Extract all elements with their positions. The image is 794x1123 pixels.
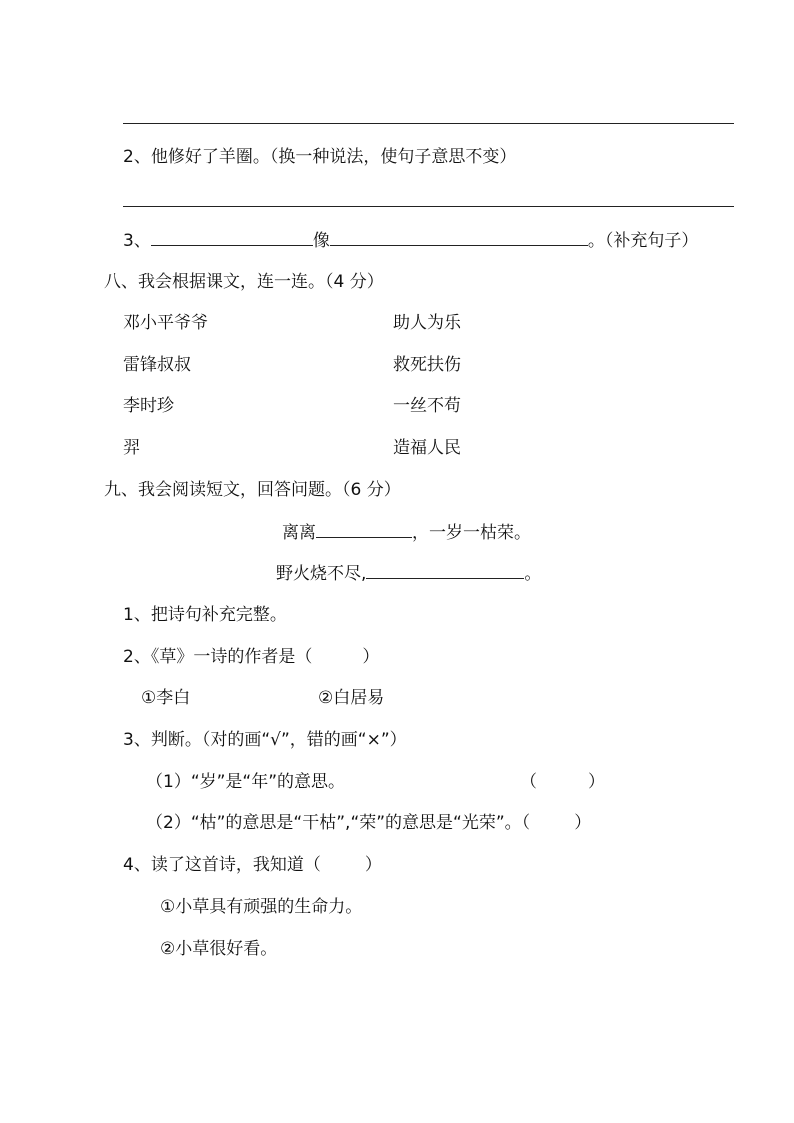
section-9-title: 九、我会阅读短文，回答问题。（6 分） [104,480,401,500]
section-8-title: 八、我会根据课文，连一连。（4 分） [104,272,384,292]
q9-item-2-option-1: ①李白 [141,688,191,708]
q9-item-3-1-paren-open: （ [520,772,537,792]
q7-item-3-mid: 像 [312,231,330,251]
q7-item-3-number: 3、 [123,231,151,251]
q9-item-4-text: 4、读了这首诗，我知道（ [123,855,321,875]
match-right-3: 一丝不苟 [393,396,461,416]
answer-slot-q9-3-1[interactable] [538,771,588,793]
q9-item-3-1-paren-close: ） [588,772,605,792]
match-left-2: 雷锋叔叔 [123,355,191,375]
fill-blank-1[interactable] [151,229,313,246]
q9-item-4-option-2: ②小草很好看。 [160,939,278,959]
q9-item-2-text: 2、《草》一诗的作者是（ [123,647,313,667]
poem-line-1-start: 离离 [282,523,316,543]
q9-item-2-option-2: ②白居易 [318,688,385,708]
q9-item-3-2 [146,812,591,834]
fill-blank-2[interactable] [330,229,588,246]
match-right-1: 助人为乐 [393,313,461,333]
poem-line-2-end: 。 [524,564,542,584]
q9-item-3-1: （1）“岁”是“年”的意思。 [146,772,346,792]
q9-item-4 [123,854,382,876]
q9-item-3-2-close: ） [574,813,592,833]
q7-item-3-suffix: 。（补充句子） [587,231,699,251]
match-right-4: 造福人民 [393,438,461,458]
answer-line-1 [123,123,734,124]
match-left-1: 邓小平爷爷 [123,313,208,333]
poem-blank-1[interactable] [316,521,412,538]
answer-line-2 [123,206,734,207]
match-right-2: 救死扶伤 [393,355,461,375]
poem-line-1 [282,521,531,544]
poem-line-2 [276,562,541,585]
q7-item-2: 2、他修好了羊圈。（换一种说法，使句子意思不变） [123,147,517,167]
q9-item-4-close: ） [364,855,382,875]
q9-item-3: 3、判断。（对的画“√”，错的画“×”） [123,730,407,750]
q9-item-1: 1、把诗句补充完整。 [123,605,287,625]
q9-item-2-close: ） [362,647,380,667]
match-left-4: 羿 [123,438,140,458]
q9-item-4-option-1: ①小草具有顽强的生命力。 [160,897,363,917]
q7-item-3 [123,229,698,252]
poem-line-1-end: ，一岁一枯荣。 [412,523,531,543]
poem-blank-2[interactable] [366,562,524,579]
q9-item-3-2-text: （2）“枯”的意思是“干枯”,“荣”的意思是“光荣”。（ [146,813,531,833]
q9-item-2 [123,646,379,668]
poem-line-2-start: 野火烧不尽, [276,564,367,584]
match-left-3: 李时珍 [123,396,174,416]
